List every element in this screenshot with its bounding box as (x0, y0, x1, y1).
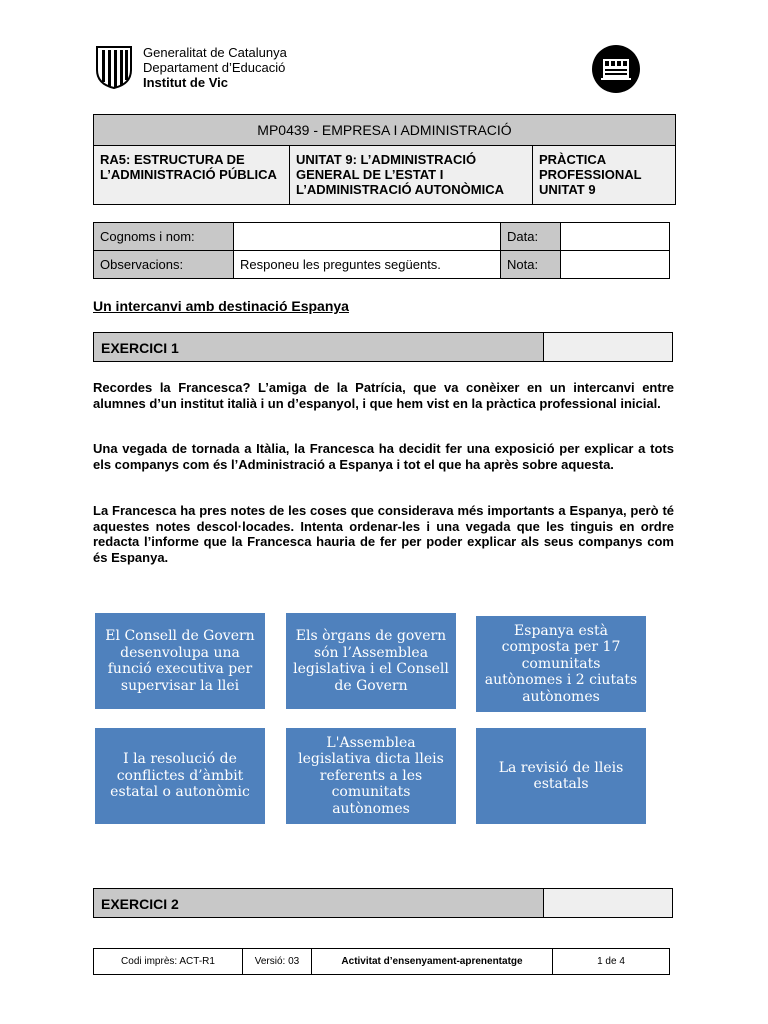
student-info-table (93, 222, 670, 279)
paragraph-1: Recordes la Francesca? L’amiga de la Patrícia, que va conèixer en un intercanvi entre alumnes d’un institut italià i un d’espanyol, i que hem vist en la pràctica professional inicial. (93, 380, 674, 411)
name-label: Cognoms i nom: (94, 223, 234, 251)
exercise-2-label: EXERCICI 2 (101, 896, 179, 912)
module-title: MP0439 - EMPRESA I ADMINISTRACIÓ (94, 115, 676, 146)
observations-label: Observacions: (94, 251, 234, 279)
grade-field[interactable] (561, 251, 670, 279)
exercise-1-header (93, 332, 673, 362)
department-name: Departament d’Educació (143, 60, 286, 75)
section-heading: Un intercanvi amb destinació Espanya (93, 298, 349, 314)
date-field[interactable] (561, 223, 670, 251)
generalitat-name: Generalitat de Catalunya (143, 45, 287, 60)
note-box-3: Espanya està composta per 17 comunitats autònomes i 2 ciutats autònomes (476, 616, 646, 712)
institute-name: Institut de Vic (143, 75, 228, 90)
paragraph-3: La Francesca ha pres notes de les coses que considerava més importants a Espanya, però té aquestes notes descol·locades. Intenta ordenar-les i una vegada que les tinguis en ordre redacta l’informe que la Francesca hauria de fer per poder explicar als seus companys com és Espanya. (93, 503, 674, 565)
generalitat-logo-icon (94, 44, 134, 90)
practice-cell: PRÀCTICA PROFESSIONAL UNITAT 9 (533, 146, 676, 205)
footer-table (93, 948, 670, 975)
note-box-5: L'Assemblea legislativa dicta lleis referents a les comunitats autònomes (286, 728, 456, 824)
exercise-2-score-cell (543, 889, 672, 917)
unit-cell: UNITAT 9: L’ADMINISTRACIÓ GENERAL DE L’ESTAT I L’ADMINISTRACIÓ AUTONÒMICA (290, 146, 533, 205)
generalitat-text (143, 45, 287, 90)
exercise-1-score-cell (543, 333, 672, 361)
ra-cell: RA5: ESTRUCTURA DE L’ADMINISTRACIÓ PÚBLICA (94, 146, 290, 205)
exercise-2-header (93, 888, 673, 918)
note-box-1: El Consell de Govern desenvolupa una funció executiva per supervisar la llei (95, 613, 265, 709)
footer-activity: Activitat d’ensenyament-aprenentatge (312, 949, 553, 975)
footer-code: Codi imprès: ACT-R1 (94, 949, 243, 975)
name-field[interactable] (234, 223, 501, 251)
grade-label: Nota: (501, 251, 561, 279)
note-box-6: La revisió de lleis estatals (476, 728, 646, 824)
paragraph-2: Una vegada de tornada a Itàlia, la Francesca ha decidit fer una exposició per explicar a tots els companys com és l’Administració a Espanya i tot el que ha après sobre aquesta. (93, 441, 674, 472)
exercise-1-label: EXERCICI 1 (101, 340, 179, 356)
note-box-4: I la resolució de conflictes d’àmbit estatal o autonòmic (95, 728, 265, 824)
date-label: Data: (501, 223, 561, 251)
module-title-table (93, 114, 676, 205)
institut-vic-logo-icon (591, 44, 641, 94)
note-box-2: Els òrgans de govern són l’Assemblea legislativa i el Consell de Govern (286, 613, 456, 709)
footer-version: Versió: 03 (243, 949, 312, 975)
footer-page: 1 de 4 (553, 949, 670, 975)
observations-value: Responeu les preguntes següents. (234, 251, 501, 279)
